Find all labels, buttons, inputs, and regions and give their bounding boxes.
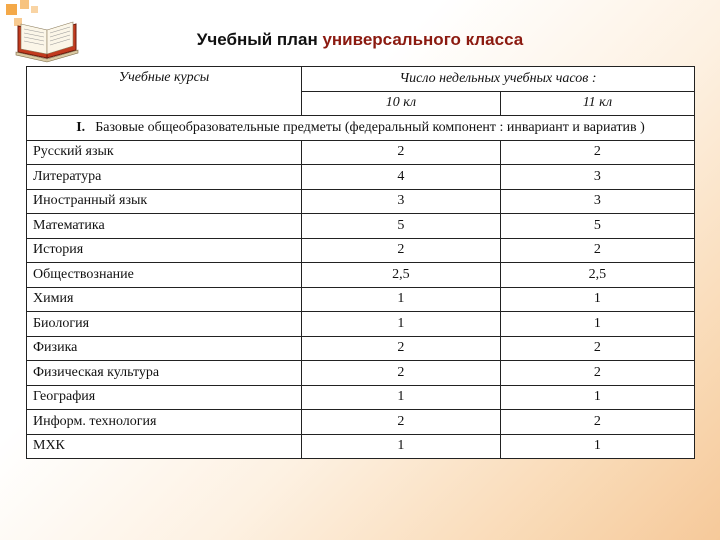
grade-10-cell: 2 xyxy=(302,361,501,386)
header-grade-11: 11 кл xyxy=(500,91,694,116)
header-grade-10: 10 кл xyxy=(302,91,501,116)
grade-10-cell: 2 xyxy=(302,140,501,165)
grade-10-cell: 2 xyxy=(302,238,501,263)
table-row xyxy=(27,165,695,190)
table-row xyxy=(27,189,695,214)
grade-10-cell: 2,5 xyxy=(302,263,501,288)
table-row xyxy=(27,361,695,386)
table-row xyxy=(27,263,695,288)
table-row xyxy=(27,312,695,337)
table-row xyxy=(27,140,695,165)
grade-10-cell: 1 xyxy=(302,434,501,459)
grade-11-cell: 5 xyxy=(500,214,694,239)
grade-10-cell: 2 xyxy=(302,410,501,435)
grade-10-cell: 5 xyxy=(302,214,501,239)
grade-10-cell: 4 xyxy=(302,165,501,190)
subject-cell: Обществознание xyxy=(27,263,302,288)
grade-11-cell: 2 xyxy=(500,140,694,165)
grade-11-cell: 3 xyxy=(500,189,694,214)
subject-cell: Биология xyxy=(27,312,302,337)
subject-cell: Литература xyxy=(27,165,302,190)
grade-11-cell: 1 xyxy=(500,434,694,459)
table-row xyxy=(27,214,695,239)
grade-10-cell: 1 xyxy=(302,385,501,410)
subject-cell: Физика xyxy=(27,336,302,361)
grade-11-cell: 2 xyxy=(500,238,694,263)
curriculum-table xyxy=(26,66,695,459)
grade-11-cell: 2 xyxy=(500,361,694,386)
table-header-row xyxy=(27,67,695,92)
subject-cell: Физическая культура xyxy=(27,361,302,386)
subject-cell: История xyxy=(27,238,302,263)
grade-11-cell: 3 xyxy=(500,165,694,190)
grade-10-cell: 1 xyxy=(302,287,501,312)
grade-11-cell: 1 xyxy=(500,385,694,410)
grade-10-cell: 3 xyxy=(302,189,501,214)
subject-cell: Математика xyxy=(27,214,302,239)
grade-11-cell: 1 xyxy=(500,312,694,337)
header-courses: Учебные курсы xyxy=(27,67,302,116)
subject-cell: Русский язык xyxy=(27,140,302,165)
section-number: I. xyxy=(76,119,86,135)
grade-11-cell: 2 xyxy=(500,410,694,435)
table-row xyxy=(27,385,695,410)
header-hours: Число недельных учебных часов : xyxy=(302,67,695,92)
grade-10-cell: 2 xyxy=(302,336,501,361)
subject-cell: Информ. технология xyxy=(27,410,302,435)
section-text: Базовые общеобразовательные предметы (федеральный компонент : инвариант и вариатив ) xyxy=(95,119,645,135)
subject-cell: Иностранный язык xyxy=(27,189,302,214)
table-row xyxy=(27,434,695,459)
grade-11-cell: 1 xyxy=(500,287,694,312)
table-row xyxy=(27,287,695,312)
table-row xyxy=(27,336,695,361)
title-part-1: Учебный план xyxy=(196,30,323,49)
subject-cell: МХК xyxy=(27,434,302,459)
subject-cell: Химия xyxy=(27,287,302,312)
subject-cell: География xyxy=(27,385,302,410)
grade-11-cell: 2 xyxy=(500,336,694,361)
title-part-2: универсального класса xyxy=(322,30,524,49)
table-row xyxy=(27,238,695,263)
section-cell xyxy=(27,116,695,141)
grade-11-cell: 2,5 xyxy=(500,263,694,288)
grade-10-cell: 1 xyxy=(302,312,501,337)
slide-title xyxy=(0,30,720,50)
table-row xyxy=(27,410,695,435)
section-row xyxy=(27,116,695,141)
